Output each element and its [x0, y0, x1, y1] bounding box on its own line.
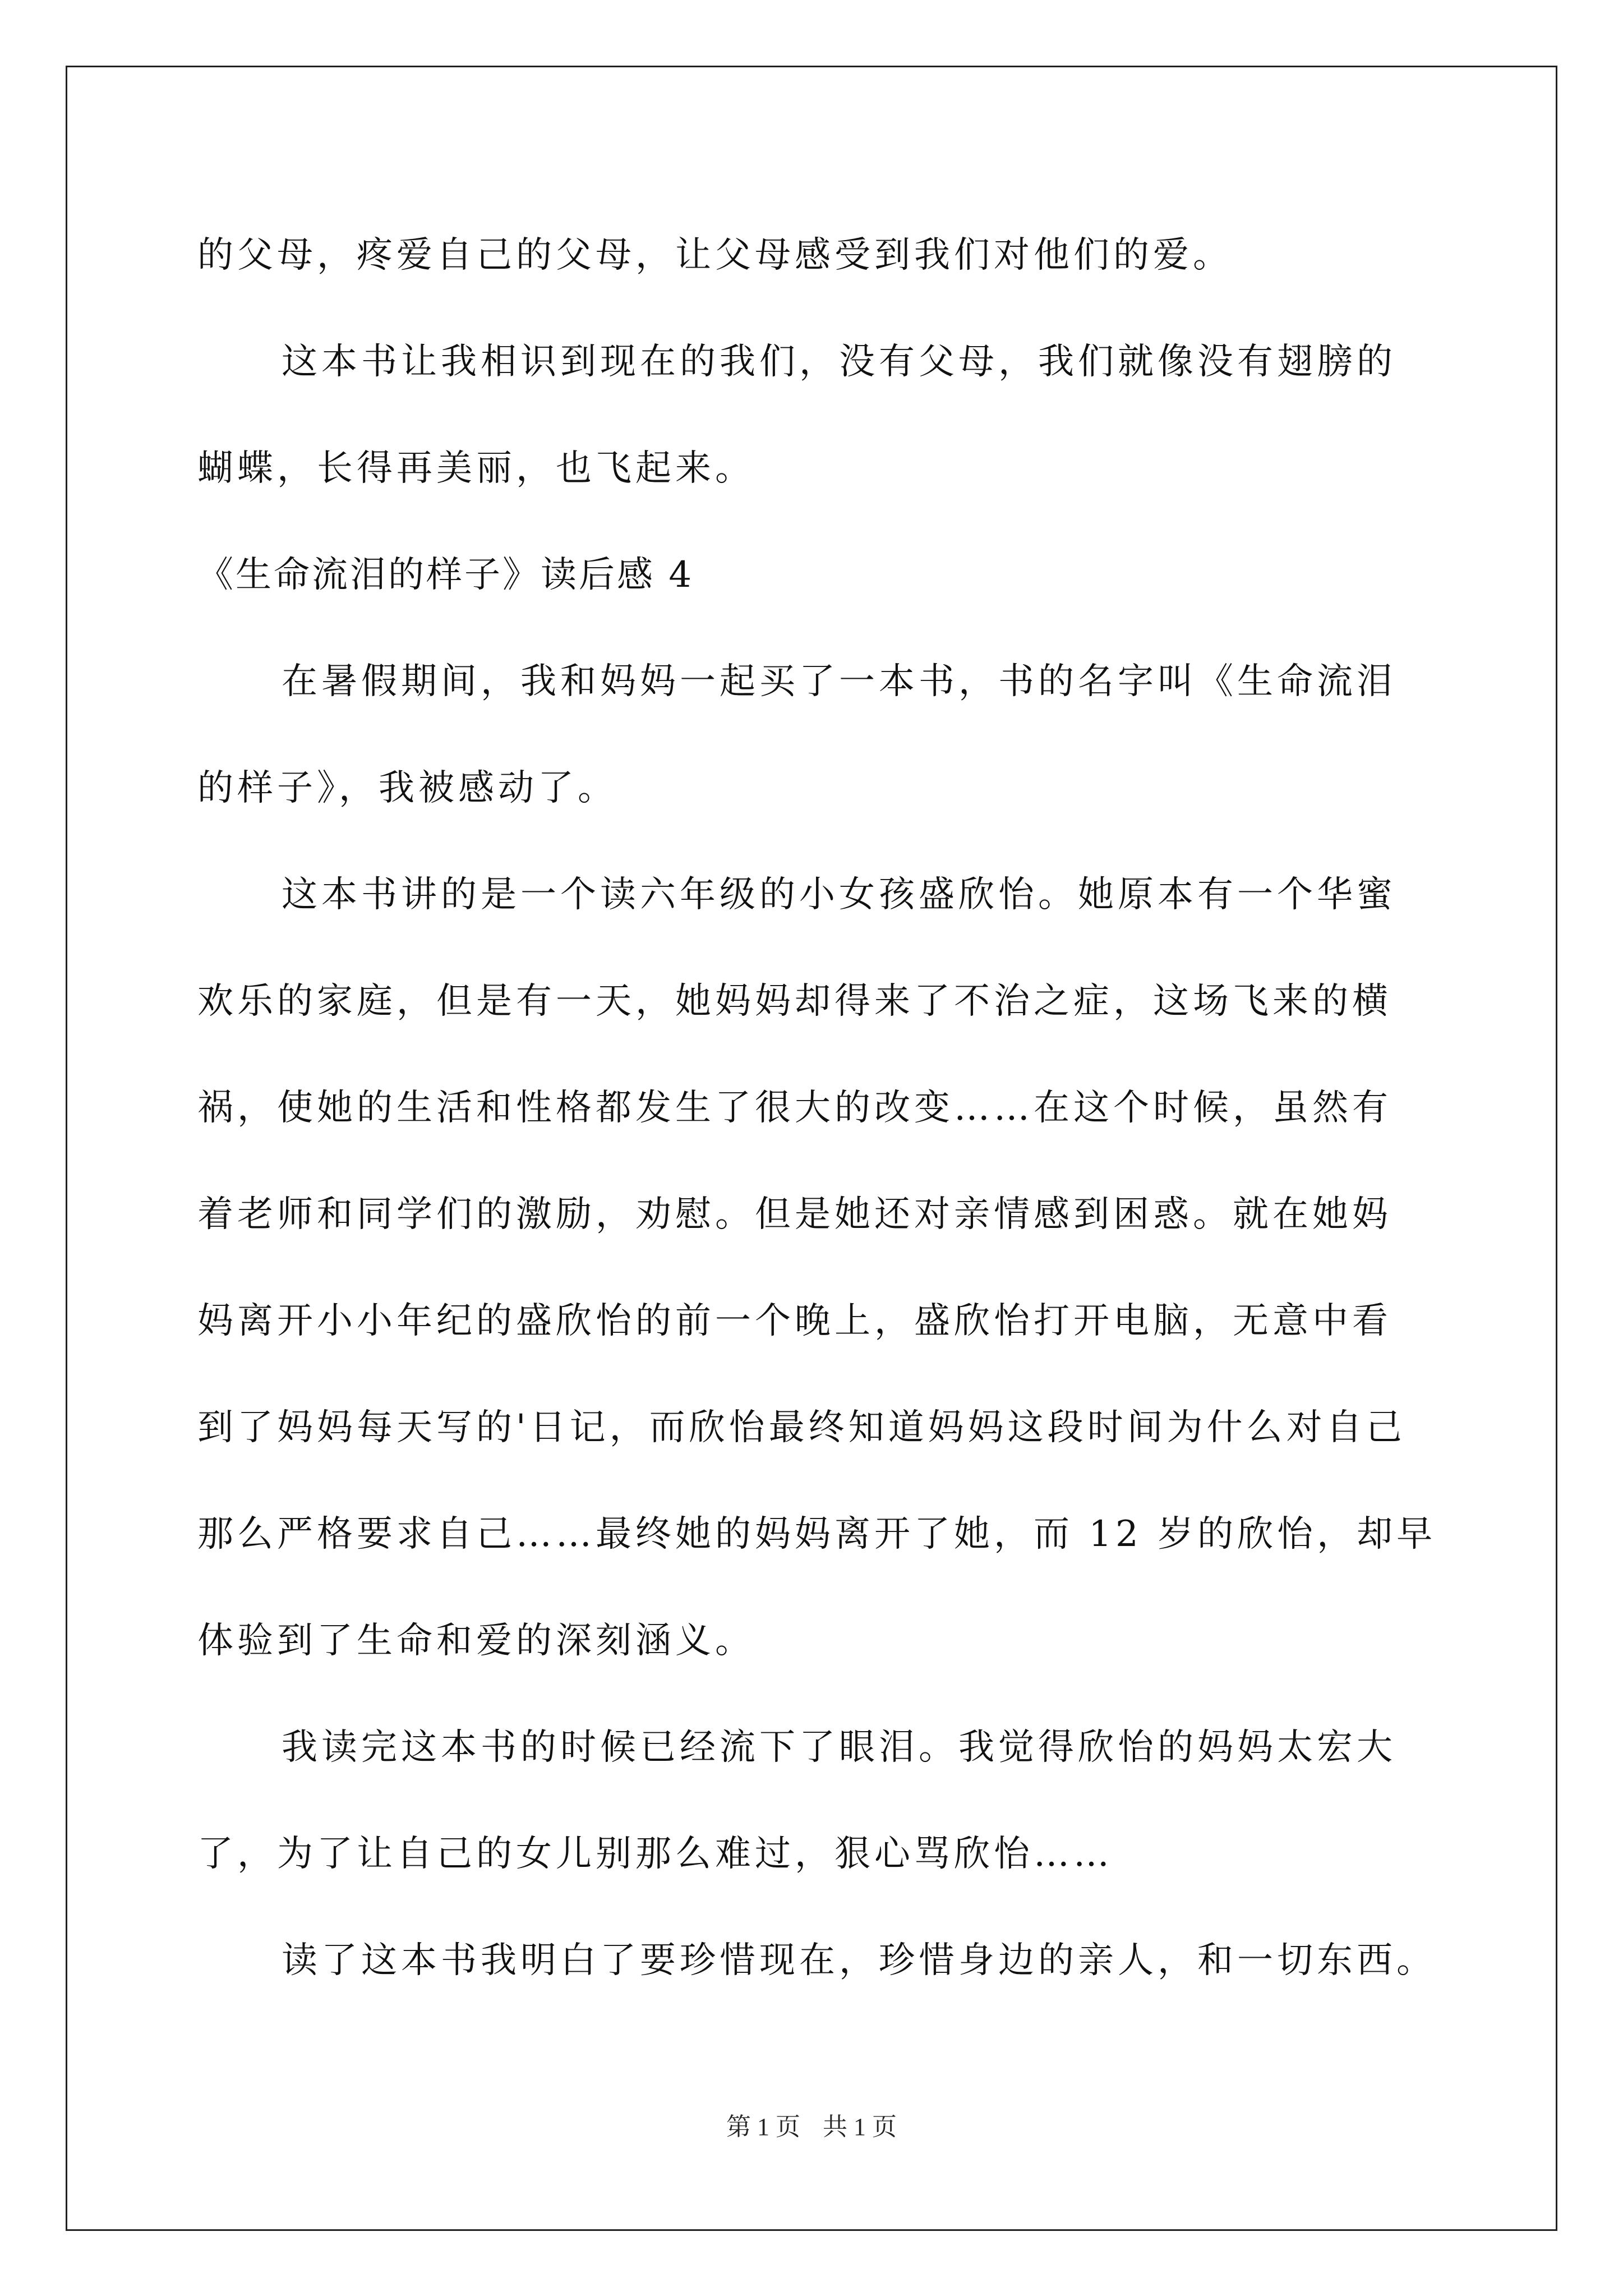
- paragraph-line: 妈离开小小年纪的盛欣怡的前一个晚上，盛欣怡打开电脑，无意中看: [197, 1300, 1392, 1342]
- document-body: [197, 202, 1437, 2014]
- paragraph-line: 的样子》，我被感动了。: [197, 767, 617, 809]
- page-number: 第 1 页: [726, 2113, 800, 2141]
- paragraph-line: 了，为了让自己的女儿别那么难过，狠心骂欣怡……: [197, 1833, 1113, 1875]
- paragraph-line: 祸，使她的生活和性格都发生了很大的改变……在这个时候，虽然有: [197, 1087, 1392, 1129]
- paragraph-line: 在暑假期间，我和妈妈一起买了一本书，书的名字叫《生命流泪: [282, 661, 1396, 702]
- paragraph-line: 蝴蝶，长得再美丽，也飞起来。: [197, 448, 755, 489]
- paragraph-line: 到了妈妈每天写的'日记，而欣怡最终知道妈妈这段时间为什么对自己: [197, 1407, 1406, 1448]
- paragraph-line: 那么严格要求自己……最终她的妈妈离开了她，而 12 岁的欣怡，却早: [197, 1513, 1437, 1555]
- section-heading: 《生命流泪的样子》读后感 4: [197, 554, 694, 596]
- paragraph-line: 着老师和同学们的激励，劝慰。但是她还对亲情感到困惑。就在她妈: [197, 1194, 1392, 1235]
- paragraph-line: 的父母，疼爱自己的父母，让父母感受到我们对他们的爱。: [197, 234, 1233, 276]
- paragraph-line: 我读完这本书的时候已经流下了眼泪。我觉得欣怡的妈妈太宏大: [282, 1727, 1396, 1768]
- paragraph-line: 这本书让我相识到现在的我们，没有父母，我们就像没有翅膀的: [282, 341, 1396, 383]
- paragraph-line: 这本书讲的是一个读六年级的小女孩盛欣怡。她原本有一个华蜜: [282, 874, 1396, 915]
- page-count: 共 1 页: [823, 2113, 897, 2141]
- paragraph-line: 欢乐的家庭，但是有一天，她妈妈却得来了不治之症，这场飞来的横: [197, 981, 1392, 1022]
- paragraph-line: 体验到了生命和爱的深刻涵义。: [197, 1620, 755, 1662]
- paragraph-line: 读了这本书我明白了要珍惜现在，珍惜身边的亲人，和一切东西。: [282, 1940, 1436, 1981]
- page-footer: [0, 2106, 1623, 2142]
